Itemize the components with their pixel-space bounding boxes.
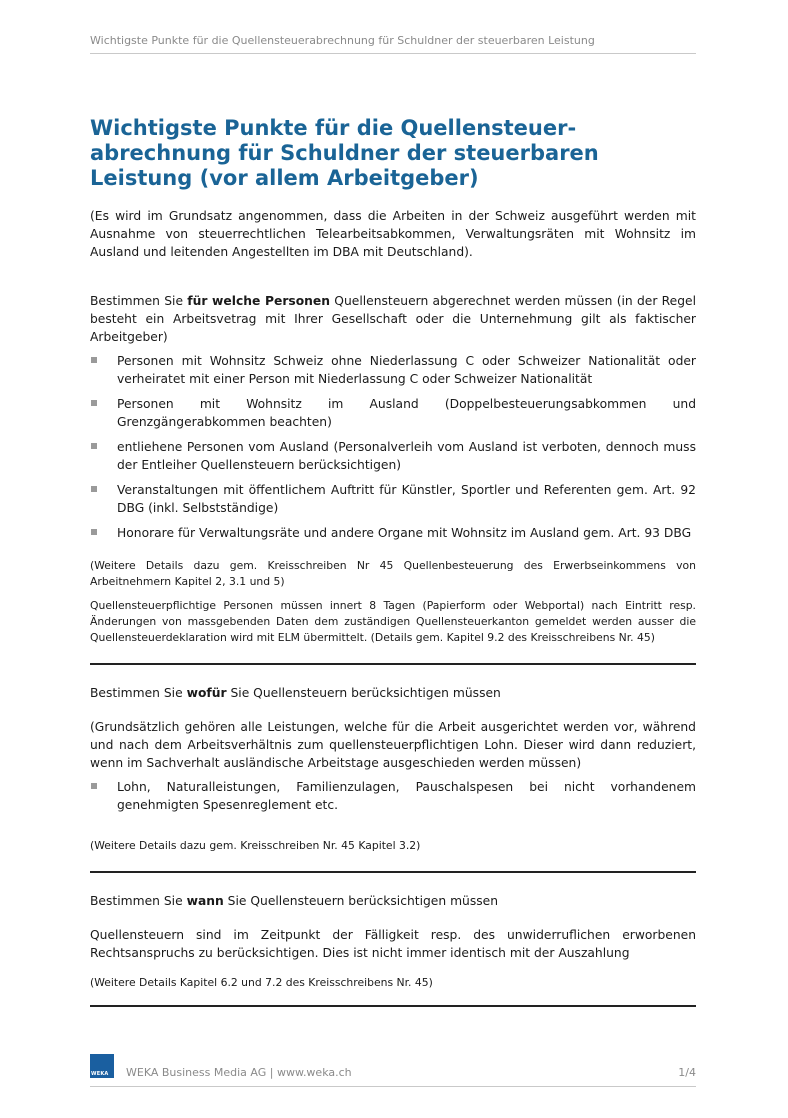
list-item-text: Honorare für Verwaltungsräte und andere Organe mit Wohnsitz im Ausland gem. Art. 93 DBG: [117, 526, 692, 540]
list-item: [90, 481, 696, 517]
footer-publisher: WEKA Business Media AG | www.weka.ch: [126, 1066, 352, 1079]
square-bullet-icon: [91, 400, 97, 406]
section3-lead-pre: Bestimmen Sie: [90, 894, 187, 908]
section1-lead-bold: für welche Personen: [187, 294, 331, 308]
section1-note-details: (Weitere Details dazu gem. Kreisschreiben Nr 45 Quellenbesteuerung des Erwerbseinkommens von Arbeitnehmern Kapitel 2, 3.1 und 5): [90, 559, 696, 588]
section1-list: [90, 352, 696, 549]
weka-logo: [90, 1054, 114, 1078]
intro-paragraph: (Es wird im Grundsatz angenommen, dass die Arbeiten in der Schweiz ausgeführt werden mit Ausnahme von steuerrechtlichen Telearbeitsabkommen, Verwaltungsräten mit Wohnsitz im Ausland und leitenden Angestellten im DBA mit Deutschland).: [90, 209, 696, 259]
page-title: [90, 116, 696, 191]
running-header: Wichtigste Punkte für die Quellensteuerabrechnung für Schuldner der steuerbaren Leistung: [90, 34, 696, 54]
section1-lead-pre: Bestimmen Sie: [90, 294, 188, 308]
section2-lead-bold: wofür: [186, 686, 227, 700]
list-item: [90, 524, 696, 542]
list-item: [90, 438, 696, 474]
section-divider: [90, 871, 696, 873]
square-bullet-icon: [91, 443, 97, 449]
section1-note-reporting: Quellensteuerpflichtige Personen müssen innert 8 Tagen (Papierform oder Webportal) nach Eintritt resp. Änderungen von massgebenden Daten dem zuständigen Quellensteuerkanton gemeldet werden ausser die Quellensteuerdeklaration wird mit ELM übermittelt. (Details gem. Kapitel 9.2 des Kreisschreibens Nr. 45): [90, 599, 696, 644]
section1-lead: [90, 292, 696, 346]
list-item-text: Personen mit Wohnsitz im Ausland (Doppelbesteuerungsabkommen und Grenzgängerabkommen beachten): [117, 397, 696, 429]
section3-lead-post: Sie Quellensteuern berücksichtigen müssen: [223, 894, 499, 908]
section2-list: [90, 778, 696, 821]
square-bullet-icon: [91, 529, 97, 535]
page-number: 1/4: [678, 1066, 696, 1079]
square-bullet-icon: [91, 357, 97, 363]
section-divider: [90, 663, 696, 665]
logo-text: WEKA: [91, 1071, 109, 1077]
section3-lead: [90, 892, 696, 910]
list-item: [90, 352, 696, 388]
section2-paragraph: (Grundsätzlich gehören alle Leistungen, welche für die Arbeit ausgerichtet werden vor, während und nach dem Arbeitsverhältnis zum quellensteuerpflichtigen Lohn. Dieser wird dann reduziert, wenn im Sachverhalt ausländische Arbeitstage ausgeschieden werden müssen): [90, 720, 696, 770]
square-bullet-icon: [91, 486, 97, 492]
section3-lead-bold: wann: [186, 894, 224, 908]
square-bullet-icon: [91, 783, 97, 789]
section2-lead: [90, 684, 696, 702]
section3-note: (Weitere Details Kapitel 6.2 und 7.2 des Kreisschreibens Nr. 45): [90, 976, 433, 989]
footer-divider: [90, 1086, 696, 1087]
list-item-text: Veranstaltungen mit öffentlichem Auftritt für Künstler, Sportler und Referenten gem. Art. 92 DBG (inkl. Selbstständige): [117, 483, 696, 515]
section2-note: (Weitere Details dazu gem. Kreisschreiben Nr. 45 Kapitel 3.2): [90, 839, 421, 852]
list-item-text: Lohn, Naturalleistungen, Familienzulagen, Pauschalspesen bei nicht vorhandenem genehmigten Spesenreglement etc.: [117, 780, 696, 812]
list-item: [90, 395, 696, 431]
title-line-2: abrechnung für Schuldner der steuerbaren: [90, 141, 599, 165]
list-item-text: Personen mit Wohnsitz Schweiz ohne Niederlassung C oder Schweizer Nationalität oder verheiratet mit einer Person mit Niederlassung C oder Schweizer Nationalität: [117, 354, 696, 386]
section-divider: [90, 1005, 696, 1007]
section2-lead-pre: Bestimmen Sie: [90, 686, 187, 700]
title-line-3: Leistung (vor allem Arbeitgeber): [90, 166, 479, 190]
section1-lead-post: Quellensteuern abgerechnet werden müssen (in der Regel besteht ein Arbeitsvetrag mit Ihrer Gesellschaft oder die Unternehmung gilt als faktischer Arbeitgeber): [90, 294, 696, 344]
section2-lead-post: Sie Quellensteuern berücksichtigen müssen: [226, 686, 501, 700]
title-line-1: Wichtigste Punkte für die Quellensteuer-: [90, 116, 577, 140]
list-item-text: entliehene Personen vom Ausland (Personalverleih vom Ausland ist verboten, dennoch muss der Entleiher Quellensteuern berücksichtigen): [117, 440, 696, 472]
section3-paragraph: Quellensteuern sind im Zeitpunkt der Fälligkeit resp. des unwiderruflichen erworbenen Rechtsanspruchs zu berücksichtigen. Dies ist nicht immer identisch mit der Auszahlung: [90, 928, 696, 960]
list-item: [90, 778, 696, 814]
